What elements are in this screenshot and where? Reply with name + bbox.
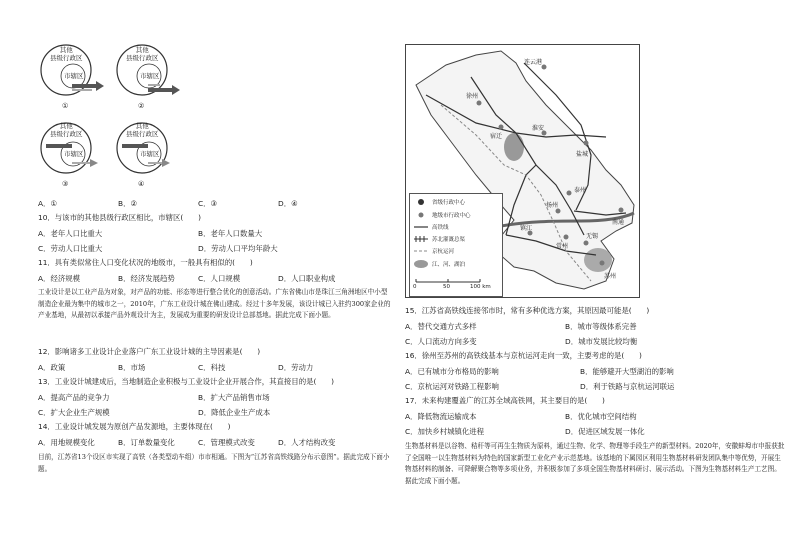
- q14-stem: 14．工业设计城发展为原创产品发源地，主要体现在( ): [38, 422, 231, 431]
- diagram-2: [112, 40, 184, 112]
- diagram-label-inner: 市辖区: [140, 72, 160, 80]
- q14-option-a[interactable]: A．用地规模变化: [38, 438, 95, 447]
- q10-option-a[interactable]: A．老年人口比重大: [38, 229, 103, 238]
- q17-option-d[interactable]: D．促进区域发展一体化: [565, 427, 645, 436]
- q13-option-d[interactable]: D．降低企业生产成本: [198, 408, 271, 417]
- map-legend: [409, 193, 503, 297]
- city-label: 苏州: [604, 273, 617, 280]
- scale-0: 0: [413, 284, 417, 290]
- diagram-number: ①: [62, 102, 69, 110]
- q11-option-a[interactable]: A．经济规模: [38, 274, 81, 283]
- q13-option-a[interactable]: A．提高产品的竞争力: [38, 393, 110, 402]
- q17-option-b[interactable]: B．优化城市空间结构: [565, 412, 637, 421]
- city-label: 泰州: [574, 187, 587, 194]
- q12-option-a[interactable]: A．政策: [38, 363, 66, 372]
- q12-option-b[interactable]: B．市场: [118, 363, 146, 372]
- diagram-label-inner: 市辖区: [64, 150, 84, 158]
- q14-option-c[interactable]: C．管理模式改变: [198, 438, 255, 447]
- q15-option-b[interactable]: B．城市等级体系完善: [565, 322, 637, 331]
- passage-jiangsu-railway: 目前，江苏省13个设区市实现了高铁（各类型动车组）市市相通。下图为“江苏省高铁线路分布示意图”。据此完成下面小题。: [38, 453, 390, 473]
- diagram-label-outer: 其他 县级行政区: [126, 122, 159, 138]
- passage-industrial-design: 工业设计是以工业产品为对象，对产品的功能、形态等进行整合优化的创意活动。广东省佛山市是珠江三角洲地区中小型制造企业最为集中的城市之一，2010年，广东工业设计城在佛山建成。经过十多年发展，该设计城已入驻约300家企业的产业基地，从最初以承接产品外观设计为主，发展成为重要的研发设计总部基地。据此完成下面小题。: [38, 288, 391, 319]
- diagram-label-inner: 市辖区: [64, 72, 84, 80]
- city-label: 常州: [556, 243, 569, 250]
- q10-stem: 10．与该市的其他县级行政区相比，市辖区( ): [38, 213, 201, 222]
- legend-city-center: 地级市行政中心: [432, 213, 471, 219]
- q11-option-c[interactable]: C．人口规模: [198, 274, 241, 283]
- city-label: 镇江: [520, 225, 533, 232]
- q9-option-c[interactable]: C．③: [198, 199, 218, 208]
- q15-option-d[interactable]: D．城市发展比较均衡: [565, 337, 638, 346]
- diagram-label-outer: 其他 县级行政区: [50, 46, 83, 62]
- q16-option-c[interactable]: C．京杭运河对铁路工程影响: [405, 382, 499, 391]
- scale-50: 50: [443, 284, 450, 290]
- city-label: 盐城: [576, 151, 589, 158]
- diagram-1: [36, 40, 108, 112]
- diagram-label-outer: 其他 县级行政区: [126, 46, 159, 62]
- q9-option-b[interactable]: B．②: [118, 199, 138, 208]
- passage-biomaterials: 生物基材料是以谷物、秸秆等可再生生物质为原料，通过生物、化学、物理等手段生产的新型材料。2020年，安徽蚌埠市申报获批了全国唯一以生物基材料为特色的国家新型工业化产业示范基地。该基地的下属园区利用生物基材料研发团队集中等优势，开展生物基材料的制备、可降解聚合物等多项业务，并积极参加了多项全国生物基材料研讨、展示活动。下图为生物基材料生产工艺图。据此完成下面小题。: [405, 442, 785, 485]
- city-label: 扬州: [546, 202, 559, 209]
- q16-option-a[interactable]: A．已有城市分布格局的影响: [405, 367, 499, 376]
- diagram-number: ③: [62, 180, 69, 188]
- legend-water: 江、河、湖泊: [432, 262, 466, 268]
- city-label: 南通: [612, 219, 625, 226]
- q15-option-c[interactable]: C．人口流动方向多变: [405, 337, 477, 346]
- diagram-label-outer: 其他 县级行政区: [50, 122, 83, 138]
- q15-stem: 15．江苏省高铁线连接邻市时，常有多种优选方案，其原因最可能是( ): [405, 306, 650, 315]
- diagram-4: [112, 118, 184, 190]
- legend-canal-irrigation: 苏北灌溉总渠: [432, 237, 466, 243]
- q11-option-d[interactable]: D．人口职业构成: [278, 274, 336, 283]
- legend-provincial-capital: 省级行政中心: [432, 200, 466, 206]
- q13-stem: 13．工业设计城建成后，当地制造企业积极与工业设计企业开展合作，其直接目的是( ): [38, 377, 335, 386]
- q9-option-a[interactable]: A．①: [38, 199, 58, 208]
- q10-option-d[interactable]: D．劳动人口平均年龄大: [198, 244, 278, 253]
- q16-stem: 16．徐州至苏州的高铁线基本与京杭运河走向一致，主要考虑的是( ): [405, 351, 642, 360]
- q13-option-b[interactable]: B．扩大产品销售市场: [198, 393, 270, 402]
- q11-option-b[interactable]: B．经济发展趋势: [118, 274, 175, 283]
- city-label: 淮安: [532, 125, 545, 132]
- q17-option-a[interactable]: A．降低物流运输成本: [405, 412, 477, 421]
- q14-option-d[interactable]: D．人才结构改变: [278, 438, 336, 447]
- q11-stem: 11．具有类似常住人口变化状况的地级市，一般具有相似的( ): [38, 258, 253, 267]
- q9-option-d[interactable]: D．④: [278, 199, 298, 208]
- city-label: 连云港: [524, 59, 543, 66]
- diagram-number: ②: [138, 102, 145, 110]
- diagram-number: ④: [138, 180, 145, 188]
- q12-option-d[interactable]: D．劳动力: [278, 363, 314, 372]
- q13-option-c[interactable]: C．扩大企业生产规模: [38, 408, 110, 417]
- scale-100: 100 km: [470, 284, 491, 290]
- q17-stem: 17．未来构建覆盖广的江苏全域高铁网，其主要目的是( ): [405, 396, 605, 405]
- diagram-label-inner: 市辖区: [140, 150, 160, 158]
- legend-railway: 高铁线: [432, 225, 449, 231]
- city-label: 徐州: [466, 93, 479, 100]
- legend-grand-canal: 京杭运河: [432, 249, 455, 255]
- diagram-3: [36, 118, 108, 190]
- q12-stem: 12．影响诸多工业设计企业落户广东工业设计城的主导因素是( ): [38, 347, 261, 356]
- jiangsu-railway-map: [405, 44, 640, 298]
- q15-option-a[interactable]: A．替代交通方式多样: [405, 322, 477, 331]
- q10-option-b[interactable]: B．老年人口数量大: [198, 229, 263, 238]
- q17-option-c[interactable]: C．加快乡村城镇化进程: [405, 427, 485, 436]
- q16-option-b[interactable]: B．能够避开大型湖泊的影响: [580, 367, 674, 376]
- q16-option-d[interactable]: D．利于铁路与京杭运河联运: [580, 382, 675, 391]
- q14-option-b[interactable]: B．订单数量变化: [118, 438, 175, 447]
- city-label: 宿迁: [490, 133, 503, 140]
- q12-option-c[interactable]: C．科技: [198, 363, 226, 372]
- q10-option-c[interactable]: C．劳动人口比重大: [38, 244, 103, 253]
- city-label: 无锡: [586, 233, 599, 240]
